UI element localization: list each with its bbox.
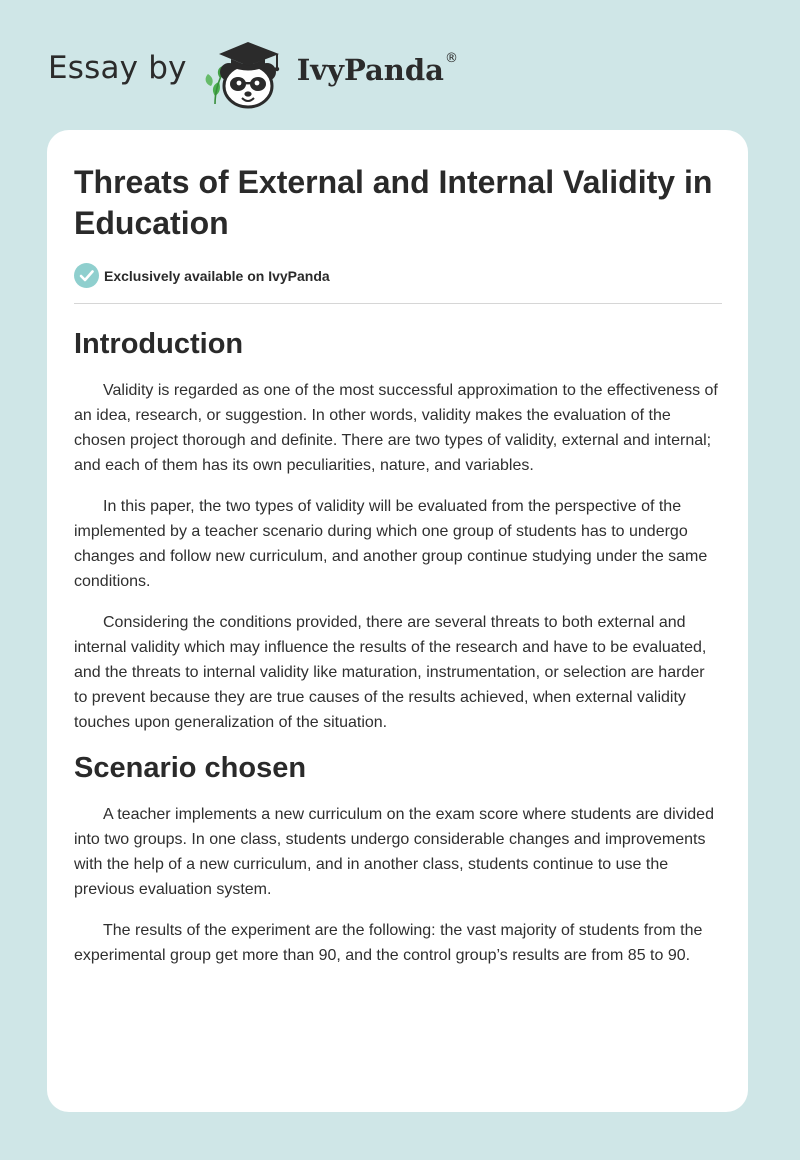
essay-by-label: Essay by	[48, 50, 187, 86]
exclusive-label: Exclusively available on IvyPanda	[104, 267, 330, 284]
section-scenario-chosen	[74, 748, 722, 968]
paragraph: The results of the experiment are the following: the vast majority of students from the experimental group get more than 90, and the control group’s results are from 85 to 90.	[74, 922, 703, 964]
paragraph: Considering the conditions provided, there are several threats to both external and internal validity which may influence the results of the research and have to be evaluated, and the threats to internal validity like maturation, instrumentation, or selection are harder to prevent because they are true causes of the results achieved, when external validity touches upon generalization of the situation.	[74, 614, 707, 731]
paragraph: A teacher implements a new curriculum on the exam score where students are divided into two groups. In one class, students undergo considerable changes and improvements with the help of a new curriculum, and in another class, students continue to use the previous evaluation system.	[74, 806, 714, 898]
essay-title: Threats of External and Internal Validity in Education	[74, 164, 713, 241]
registered-mark: ®	[444, 50, 458, 66]
section-heading: Scenario chosen	[74, 752, 307, 784]
essay-card	[47, 130, 748, 1112]
exclusive-badge	[74, 263, 330, 288]
section-introduction	[74, 324, 722, 735]
paragraph: In this paper, the two types of validity will be evaluated from the perspective of the implemented by a teacher scenario during which one group of students has to undergo changes and follow new curriculum, and another group continue studying under the same conditions.	[74, 498, 708, 590]
panda-logo-icon[interactable]	[201, 34, 293, 110]
brand-name[interactable]: IvyPanda	[296, 53, 444, 87]
paragraph: Validity is regarded as one of the most successful approximation to the effectiveness of an idea, research, or suggestion. In other words, validity makes the evaluation of the chosen project thorough and definite. There are two types of validity, external and internal; and each of them has its own peculiarities, nature, and variables.	[74, 382, 718, 474]
essay-body	[74, 324, 722, 984]
section-heading: Introduction	[74, 328, 244, 360]
site-header	[48, 34, 458, 110]
check-circle-icon	[74, 263, 99, 288]
title-divider	[74, 303, 722, 304]
